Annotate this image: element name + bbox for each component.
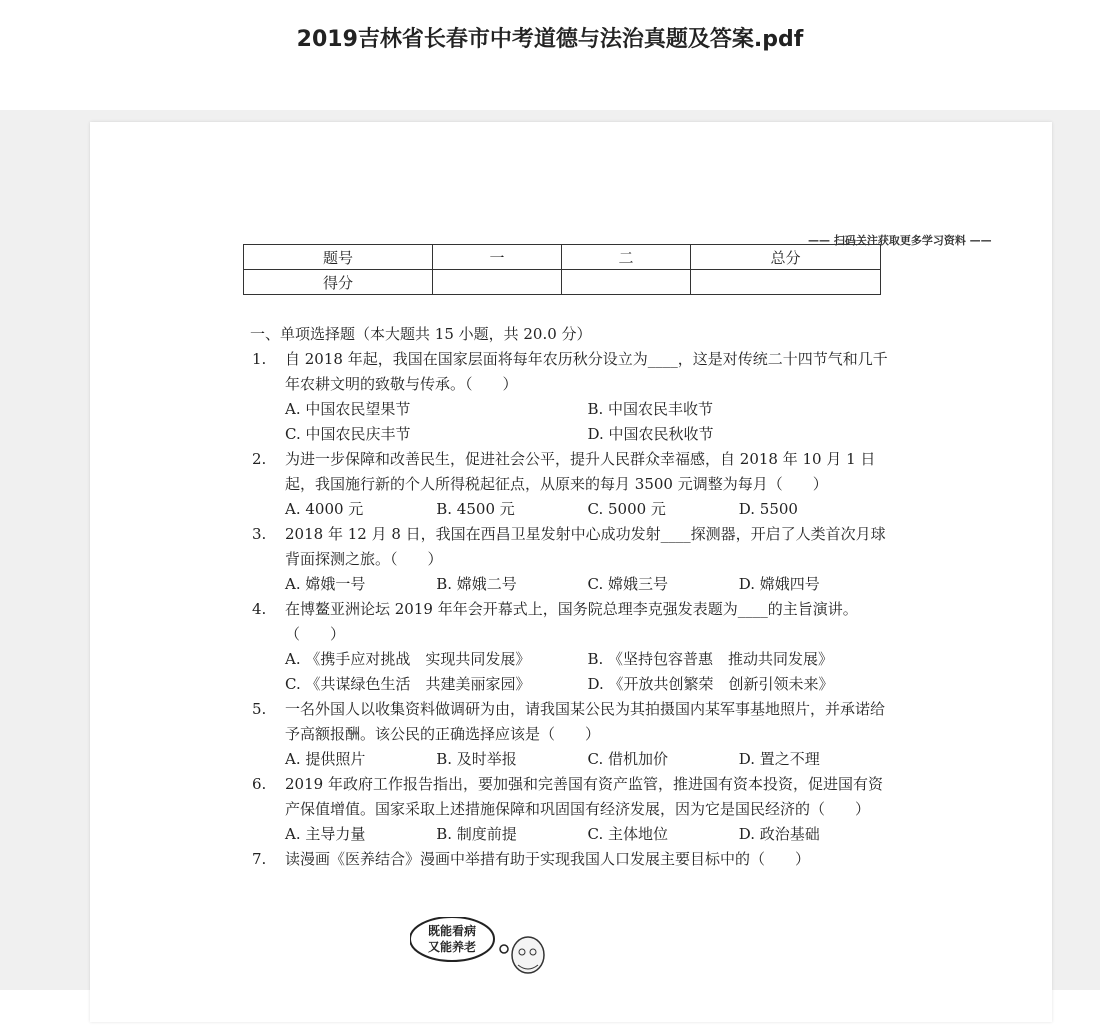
exam-content: [250, 322, 890, 872]
options: [285, 672, 890, 697]
option: B. 制度前提: [436, 825, 517, 843]
option: B. 嫦娥二号: [436, 575, 517, 593]
question-text: 2018 年 12 月 8 日，我国在西昌卫星发射中心成功发射____探测器，开启了人类首次月球背面探测之旅。（ ）: [285, 525, 886, 568]
options: [285, 422, 890, 447]
question-text: 一名外国人以收集资料做调研为由，请我国某公民为其拍摄国内某军事基地照片，并承诺给予高额报酬。该公民的正确选择应该是（ ）: [285, 700, 886, 743]
option: C. 嫦娥三号: [587, 575, 668, 593]
option: A. 4000 元: [285, 500, 364, 518]
option: D. 《开放共创繁荣 创新引领未来》: [587, 675, 834, 693]
question-7: [250, 847, 890, 872]
score-cell: 得分: [244, 270, 433, 295]
option: D. 置之不理: [738, 750, 820, 768]
score-table: [243, 244, 881, 295]
document-title: 2019吉林省长春市中考道德与法治真题及答案.pdf: [296, 27, 804, 52]
option: A. 主导力量: [285, 825, 366, 843]
score-cell: [562, 270, 691, 295]
options: [285, 647, 890, 672]
header-note: —— 扫码关注获取更多学习资料 ——: [808, 234, 992, 247]
score-cell: 总分: [691, 245, 881, 270]
question-number: 3.: [252, 525, 267, 543]
score-cell: 题号: [244, 245, 433, 270]
pdf-viewer[interactable]: [0, 110, 1100, 990]
cartoon-image: [410, 917, 730, 1027]
question-text: 自 2018 年起，我国在国家层面将每年农历秋分设立为____，这是对传统二十四节气和几千年农耕文明的致敬与传承。（ ）: [285, 350, 888, 393]
question-text: 2019 年政府工作报告指出，要加强和完善国有资产监管，推进国有资本投资，促进国有资产保值增值。国家采取上述措施保障和巩固国有经济发展，因为它是国民经济的（ ）: [285, 775, 883, 818]
cartoon-character-icon: [512, 937, 544, 973]
option: C. 主体地位: [587, 825, 668, 843]
question-2: [250, 447, 890, 522]
options: [285, 822, 890, 847]
title-bar: [0, 0, 1100, 110]
option: B. 及时举报: [436, 750, 517, 768]
option: A. 中国农民望果节: [285, 400, 411, 418]
option: C. 中国农民庆丰节: [285, 425, 411, 443]
option: D. 5500: [738, 500, 798, 518]
cartoon-bubble-line-2: 又能养老: [427, 940, 477, 954]
question-text: 在博鳌亚洲论坛 2019 年年会开幕式上，国务院总理李克强发表题为____的主旨演讲。（ ）: [285, 600, 858, 643]
question-3: [250, 522, 890, 597]
question-number: 2.: [252, 450, 267, 468]
question-number: 1.: [252, 350, 267, 368]
section-title: 一、单项选择题（本大题共 15 小题，共 20.0 分）: [250, 325, 592, 343]
question-text: 读漫画《医养结合》漫画中举措有助于实现我国人口发展主要目标中的（ ）: [285, 850, 811, 868]
score-cell: [433, 270, 562, 295]
score-table-score-row: [244, 270, 881, 295]
option: D. 中国农民秋收节: [587, 425, 714, 443]
question-text: 为进一步保障和改善民生，促进社会公平，提升人民群众幸福感，自 2018 年 10 月 1 日起，我国施行新的个人所得税起征点，从原来的每月 3500 元调整为每月（ ）: [285, 450, 876, 493]
question-number: 7.: [252, 850, 267, 868]
question-number: 4.: [252, 600, 267, 618]
option: B. 4500 元: [436, 500, 515, 518]
option: B. 中国农民丰收节: [587, 400, 714, 418]
option: D. 嫦娥四号: [738, 575, 820, 593]
options: [285, 397, 890, 422]
question-5: [250, 697, 890, 772]
option: C. 借机加价: [587, 750, 668, 768]
option: C. 5000 元: [587, 500, 666, 518]
question-number: 6.: [252, 775, 267, 793]
pdf-page: [90, 122, 1052, 1022]
options: [285, 572, 890, 597]
option: C. 《共谋绿色生活 共建美丽家园》: [285, 675, 531, 693]
options: [285, 497, 890, 522]
cartoon-bubble-line-1: 既能看病: [427, 924, 477, 938]
option: B. 《坚持包容普惠 推动共同发展》: [587, 650, 834, 668]
question-6: [250, 772, 890, 847]
score-cell: [691, 270, 881, 295]
score-table-header-row: [244, 245, 881, 270]
score-cell: 二: [562, 245, 691, 270]
option: A. 嫦娥一号: [285, 575, 366, 593]
option: A. 《携手应对挑战 实现共同发展》: [285, 650, 531, 668]
option: D. 政治基础: [738, 825, 820, 843]
question-number: 5.: [252, 700, 267, 718]
option: A. 提供照片: [285, 750, 366, 768]
question-4: [250, 597, 890, 697]
question-1: [250, 347, 890, 447]
score-cell: 一: [433, 245, 562, 270]
options: [285, 747, 890, 772]
